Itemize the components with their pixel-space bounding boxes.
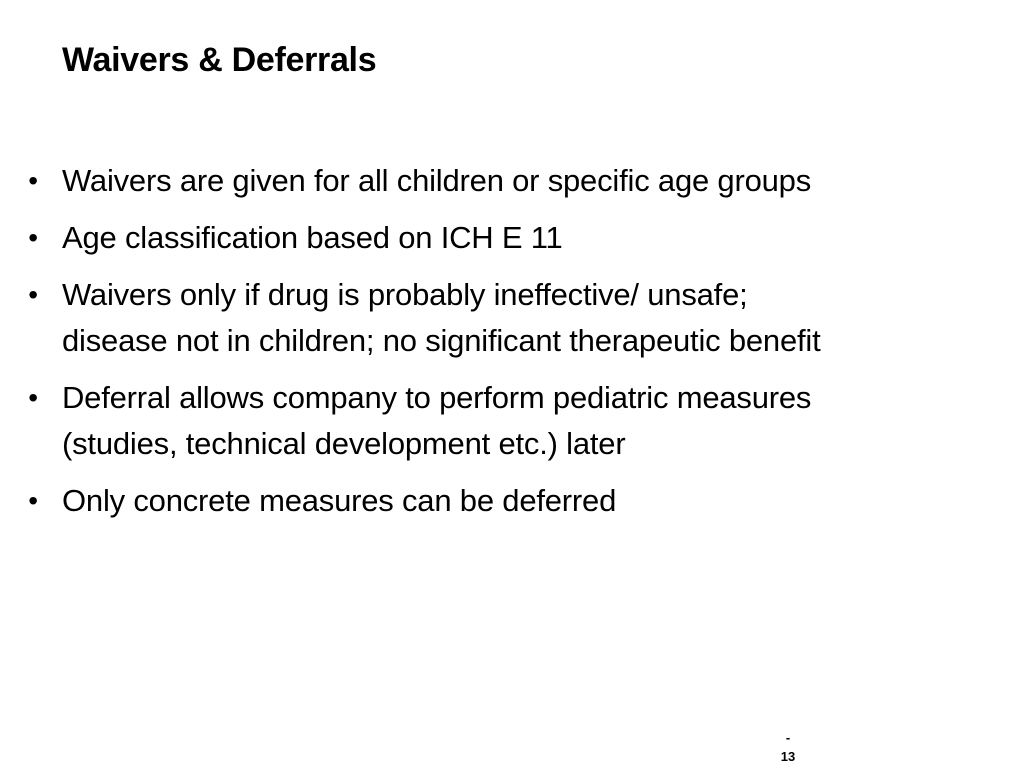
slide-title: Waivers & Deferrals [62, 41, 377, 79]
bullet-icon: • [28, 382, 38, 413]
slide-number-dash: - [785, 730, 791, 745]
bullet-item [0, 215, 1000, 261]
bullet-text-line-2: disease not in children; no significant therapeutic benefit [62, 323, 821, 358]
bullet-text-line-1: Waivers only if drug is probably ineffective/ unsafe; [62, 277, 748, 312]
bullet-item [0, 158, 1000, 204]
bullet-item [0, 272, 1000, 364]
bullet-text: Age classification based on ICH E 11 [62, 220, 563, 255]
bullet-icon: • [28, 279, 38, 310]
bullet-item [0, 478, 1000, 524]
bullet-icon: • [28, 165, 38, 196]
bullet-item [0, 375, 1000, 467]
bullet-text: Waivers are given for all children or specific age groups [62, 163, 812, 198]
bullet-text-line-1: Deferral allows company to perform pediatric measures [62, 380, 812, 415]
bullet-icon: • [28, 485, 38, 516]
bullet-text: Only concrete measures can be deferred [62, 483, 617, 518]
slide-number [768, 728, 808, 766]
bullet-text-line-2: (studies, technical development etc.) later [62, 426, 626, 461]
bullet-list [0, 158, 1000, 535]
slide-number-value: 13 [780, 749, 796, 764]
bullet-icon: • [28, 222, 38, 253]
